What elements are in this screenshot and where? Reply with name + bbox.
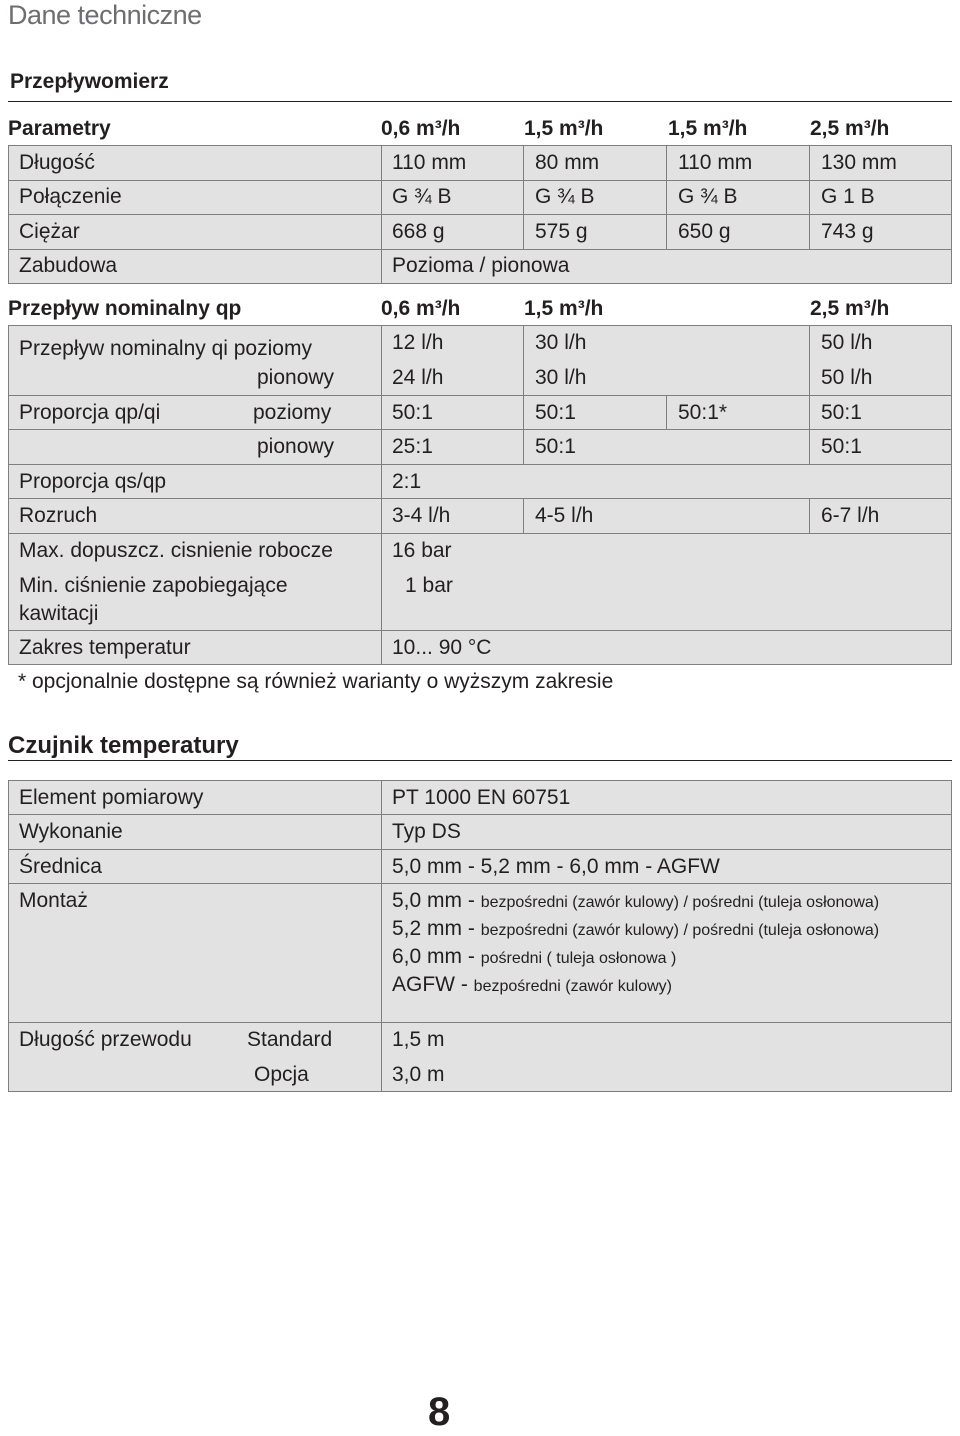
connection-value-3: G ¾ B	[678, 185, 738, 208]
col-divider	[523, 145, 524, 249]
qs-label: Proporcja qs/qp	[19, 470, 167, 493]
maxp-label: Max. dopuszcz. cisnienie robocze	[19, 539, 333, 562]
section-rule	[8, 760, 952, 761]
length-value-4: 130 mm	[821, 151, 897, 174]
ratio-h-label: poziomy	[253, 401, 332, 424]
nominal-header-col-2: 1,5 m³/h	[524, 297, 604, 320]
ratio-v-1: 25:1	[392, 435, 433, 458]
design-value: Typ DS	[392, 820, 461, 843]
design-label: Wykonanie	[19, 820, 123, 843]
row-divider	[8, 249, 952, 250]
minp-label-2: kawitacji	[19, 602, 99, 625]
nominal-header-label: Przepływ nominalny qp	[8, 297, 242, 320]
nominal-header-col-1: 0,6 m³/h	[381, 297, 461, 320]
col-divider	[381, 780, 382, 1092]
row-divider	[8, 464, 952, 465]
qi-v-2: 30 l/h	[535, 366, 587, 389]
section-title-flowmeter: Przepływomierz	[10, 70, 169, 93]
mount-desc-2: bezpośredni (zawór kulowy) / pośredni (tuleja osłonowa)	[480, 922, 880, 939]
qi-h-1: 12 l/h	[392, 331, 444, 354]
maxp-value: 16 bar	[392, 539, 452, 562]
mount-size-1: 5,0 mm -	[392, 889, 475, 912]
ratio-h-4: 50:1	[821, 401, 862, 424]
connection-value-4: G 1 B	[821, 185, 875, 208]
mount-size-4: AGFW -	[392, 973, 468, 996]
param-header-label: Parametry	[8, 117, 111, 140]
mount-desc-4: bezpośredni (zawór kulowy)	[473, 978, 672, 995]
param-header-col-4: 2,5 m³/h	[810, 117, 890, 140]
mount-desc-3: pośredni ( tuleja osłonowa )	[480, 950, 677, 967]
ratio-h-1: 50:1	[392, 401, 433, 424]
ratio-v-label: pionowy	[257, 435, 335, 458]
connection-value-1: G ¾ B	[392, 185, 452, 208]
length-value-2: 80 mm	[535, 151, 600, 174]
ratio-v-2: 50:1	[535, 435, 576, 458]
weight-value-2: 575 g	[535, 220, 588, 243]
ratio-h-3: 50:1*	[678, 401, 728, 424]
row-divider	[8, 883, 952, 884]
minp-value: 1 bar	[405, 574, 453, 597]
row-divider	[8, 630, 952, 631]
diameter-label: Średnica	[19, 855, 102, 878]
col-divider	[523, 498, 524, 533]
weight-value-1: 668 g	[392, 220, 445, 243]
qi-v-3: 50 l/h	[821, 366, 873, 389]
mount-line-2	[392, 917, 879, 943]
mount-line-1	[392, 889, 879, 915]
startup-label: Rozruch	[19, 504, 98, 527]
row-divider	[8, 498, 952, 499]
col-divider	[666, 395, 667, 429]
col-divider	[666, 145, 667, 249]
ratio-label: Proporcja qp/qi	[19, 401, 161, 424]
startup-3: 6-7 l/h	[821, 504, 880, 527]
startup-1: 3-4 l/h	[392, 504, 451, 527]
minp-label-1: Min. ciśnienie zapobiegające	[19, 574, 288, 597]
page-title: Dane techniczne	[8, 0, 202, 30]
temp-value: 10... 90 °C	[392, 636, 492, 659]
col-divider	[809, 498, 810, 533]
row-divider	[8, 1022, 952, 1023]
nominal-table	[8, 325, 952, 665]
qi-h-2: 30 l/h	[535, 331, 587, 354]
page-number: 8	[428, 1390, 451, 1434]
connection-value-2: G ¾ B	[535, 185, 595, 208]
weight-value-3: 650 g	[678, 220, 731, 243]
param-header-col-2: 1,5 m³/h	[524, 117, 604, 140]
row-divider	[8, 214, 952, 215]
weight-label: Ciężar	[19, 220, 80, 243]
ratio-v-3: 50:1	[821, 435, 862, 458]
section-rule	[8, 101, 952, 102]
mounting-label: Zabudowa	[19, 254, 118, 277]
row-divider	[8, 395, 952, 396]
cable-opt-value: 3,0 m	[392, 1063, 445, 1086]
section-title-sensor: Czujnik temperatury	[8, 732, 239, 759]
connection-label: Połączenie	[19, 185, 122, 208]
col-divider	[523, 325, 524, 429]
mount-size-3: 6,0 mm -	[392, 945, 475, 968]
cable-std-label: Standard	[247, 1028, 333, 1051]
mount-size-2: 5,2 mm -	[392, 917, 475, 940]
qi-h-3: 50 l/h	[821, 331, 873, 354]
length-value-1: 110 mm	[392, 151, 467, 174]
row-divider	[8, 849, 952, 850]
col-divider	[381, 325, 382, 665]
row-divider	[8, 180, 952, 181]
cable-std-value: 1,5 m	[392, 1028, 445, 1051]
mount-line-4	[392, 973, 672, 999]
mount-line-3	[392, 945, 676, 971]
temp-label: Zakres temperatur	[19, 636, 191, 659]
col-divider	[809, 429, 810, 464]
col-divider	[809, 145, 810, 249]
qi-v-1: 24 l/h	[392, 366, 444, 389]
mounting-value: Pozioma / pionowa	[392, 254, 570, 277]
element-label: Element pomiarowy	[19, 786, 204, 809]
cable-label: Długość przewodu	[19, 1028, 192, 1051]
mount-label: Montaż	[19, 889, 88, 912]
row-divider	[8, 814, 952, 815]
cable-opt-label: Opcja	[254, 1063, 309, 1086]
param-header-col-3: 1,5 m³/h	[668, 117, 748, 140]
length-value-3: 110 mm	[678, 151, 753, 174]
ratio-h-2: 50:1	[535, 401, 576, 424]
col-divider	[381, 145, 382, 284]
element-value: PT 1000 EN 60751	[392, 786, 571, 809]
weight-value-4: 743 g	[821, 220, 874, 243]
length-label: Długość	[19, 151, 95, 174]
row-divider	[8, 429, 952, 430]
row-divider	[8, 533, 952, 534]
mount-desc-1: bezpośredni (zawór kulowy) / pośredni (tuleja osłonowa)	[480, 894, 880, 911]
param-header-col-1: 0,6 m³/h	[381, 117, 461, 140]
startup-2: 4-5 l/h	[535, 504, 594, 527]
diameter-value: 5,0 mm - 5,2 mm - 6,0 mm - AGFW	[392, 855, 720, 878]
qs-value: 2:1	[392, 470, 422, 493]
qi-label: Przepływ nominalny qi poziomy	[19, 337, 312, 360]
col-divider	[523, 429, 524, 464]
nominal-header-col-3: 2,5 m³/h	[810, 297, 890, 320]
col-divider	[809, 325, 810, 429]
footnote: * opcjonalnie dostępne są również warianty o wyższym zakresie	[18, 670, 614, 693]
qi-vertical-label: pionowy	[257, 366, 335, 389]
